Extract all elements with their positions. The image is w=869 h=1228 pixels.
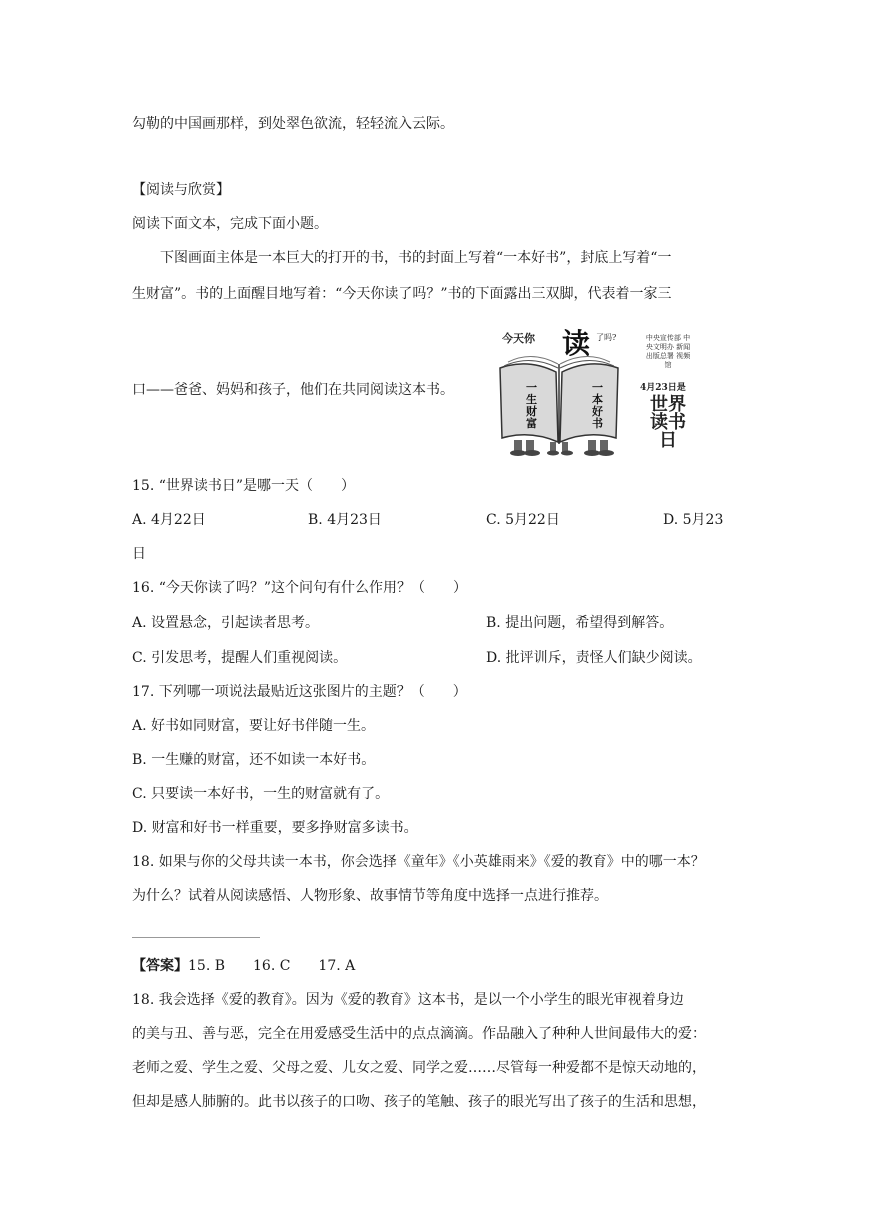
front-cover-text: 一本好书	[592, 381, 603, 430]
world-book-day-poster	[492, 326, 706, 458]
section-title: 【阅读与欣赏】	[132, 182, 230, 198]
q15-option-c: C. 5月22日	[486, 512, 560, 528]
back-cover-text: 一生财富	[526, 381, 537, 430]
poster-date: 4月23日是	[640, 383, 686, 393]
q17-option-c: C. 只要读一本好书，一生的财富就有了。	[132, 786, 390, 802]
poster-organizers: 中央宣传部 中央文明办 新闻出版总署 视频馆	[645, 334, 691, 369]
passage-line-2: 生财富”。书的上面醒目地写着：“今天你读了吗？”书的下面露出三双脚，代表着一家三	[132, 286, 672, 302]
q16-option-d: D. 批评训斥，责怪人们缺少阅读。	[486, 650, 702, 666]
top-text-line: 勾勒的中国画那样，到处翠色欲流，轻轻流入云际。	[132, 116, 454, 132]
q16-option-a: A. 设置悬念，引起读者思考。	[132, 615, 320, 631]
poster-headline-right: 了吗?	[596, 333, 617, 342]
poster-headline-left: 今天你	[502, 332, 535, 345]
q16-option-b: B. 提出问题，希望得到解答。	[486, 615, 674, 631]
q17-option-d: D. 财富和好书一样重要，要多挣财富多读书。	[132, 820, 418, 836]
q15-option-d: D. 5月23	[663, 512, 724, 528]
q18-line-2: 为什么？试着从阅读感悟、人物形象、故事情节等角度中选择一点进行推荐。	[132, 888, 608, 904]
passage-line-1: 下图画面主体是一本巨大的打开的书，书的封面上写着“一本好书”，封底上写着“一	[160, 250, 672, 266]
q17-stem: 17. 下列哪一项说法最贴近这张图片的主题？（ ）	[132, 684, 467, 700]
answer-q18-line-2: 的美与丑、善与恶，完全在用爱感受生活中的点点滴滴。作品融入了种种人世间最伟大的爱：	[132, 1026, 706, 1042]
q17-option-b: B. 一生赚的财富，还不如读一本好书。	[132, 752, 376, 768]
q16-stem: 16. “今天你读了吗？”这个问句有什么作用？（ ）	[132, 580, 468, 596]
answer-q18-line-4: 但却是感人肺腑的。此书以孩子的口吻、孩子的笔触、孩子的眼光写出了孩子的生活和思想，	[132, 1094, 706, 1110]
passage-line-3: 口——爸爸、妈妈和孩子，他们在共同阅读这本书。	[132, 382, 454, 398]
q15-stem: 15. “世界读书日”是哪一天（ ）	[132, 478, 356, 494]
open-book-illustration	[492, 338, 632, 458]
answer-row	[132, 956, 355, 976]
q16-option-c: C. 引发思考，提醒人们重视阅读。	[132, 650, 348, 666]
poster-headline-big: 读	[562, 327, 591, 360]
q15-option-d-cont: 日	[132, 546, 146, 562]
answer-short: 15. B 16. C 17. A	[188, 958, 356, 974]
section-divider	[132, 937, 260, 938]
answer-label: 【答案】	[132, 958, 188, 974]
q15-option-a: A. 4月22日	[132, 512, 206, 528]
q15-option-b: B. 4月23日	[308, 512, 382, 528]
q18-line-1: 18. 如果与你的父母共读一本书，你会选择《童年》《小英雄雨来》《爱的教育》中的哪一本？	[132, 854, 705, 870]
q17-option-a: A. 好书如同财富，要让好书伴随一生。	[132, 718, 376, 734]
poster-world-book-day: 世界读书日	[650, 394, 686, 451]
instruction-text: 阅读下面文本，完成下面小题。	[132, 216, 328, 232]
answer-q18-line-3: 老师之爱、学生之爱、父母之爱、儿女之爱、同学之爱……尽管每一种爱都不是惊天动地的，	[132, 1060, 706, 1076]
answer-q18-line-1: 18. 我会选择《爱的教育》。因为《爱的教育》这本书，是以一个小学生的眼光审视着身边	[132, 992, 684, 1008]
